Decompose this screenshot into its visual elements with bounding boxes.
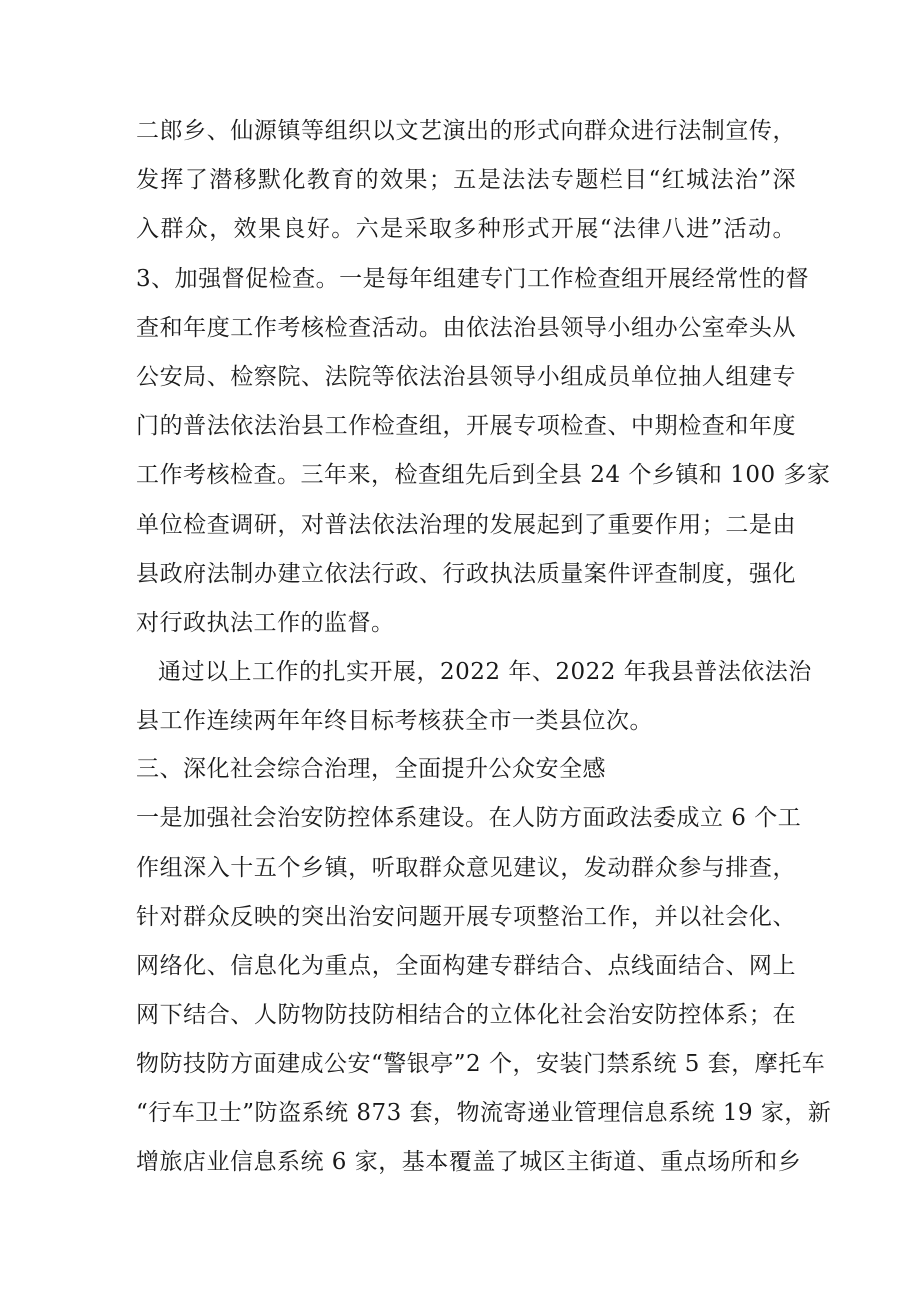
paragraph-first-line: 一是加强社会治安防控体系建设。在人防方面政法委成立 6 个工: [136, 805, 802, 831]
text-line: 入群众，效果良好。六是采取多种形式开展“法律八进”活动。: [136, 216, 796, 242]
text-line: 增旅店业信息系统 6 家，基本覆盖了城区主街道、重点场所和乡: [136, 1149, 802, 1175]
text-line: 作组深入十五个乡镇，听取群众意见建议，发动群众参与排查，: [136, 855, 796, 881]
text-line: 门的普法依法治县工作检查组，开展专项检查、中期检查和年度: [136, 413, 796, 439]
text-line: 对行政执法工作的监督。: [136, 610, 395, 636]
text-line: 物防技防方面建成公安“警银亭”2 个，安装门禁系统 5 套，摩托车: [136, 1051, 826, 1077]
text-line: 县政府法制办建立依法行政、行政执法质量案件评查制度，强化: [136, 561, 796, 587]
text-line: “行车卫士”防盗系统 873 套，物流寄递业管理信息系统 19 家，新: [136, 1100, 832, 1126]
section-heading-line: 3、加强督促检查。一是每年组建专门工作检查组开展经常性的督: [136, 266, 810, 292]
paragraph-first-line: 通过以上工作的扎实开展，2022 年、2022 年我县普法依法治: [158, 659, 812, 685]
text-line: 二郎乡、仙源镇等组织以文艺演出的形式向群众进行法制宣传，: [136, 118, 796, 144]
text-line: 发挥了潜移默化教育的效果；五是法法专题栏目“红城法治”深: [136, 167, 796, 193]
text-line: 单位检查调研，对普法依法治理的发展起到了重要作用；二是由: [136, 512, 796, 538]
text-line: 针对群众反映的突出治安问题开展专项整治工作，并以社会化、: [136, 904, 796, 930]
text-line: 网下结合、人防物防技防相结合的立体化社会治安防控体系；在: [136, 1002, 796, 1028]
text-line: 查和年度工作考核检查活动。由依法治县领导小组办公室牵头从: [136, 315, 796, 341]
text-line: 公安局、检察院、法院等依法治县领导小组成员单位抽人组建专: [136, 364, 796, 390]
section-heading: 三、深化社会综合治理，全面提升公众安全感: [136, 756, 606, 782]
text-line: 工作考核检查。三年来，检查组先后到全县 24 个乡镇和 100 多家: [136, 462, 831, 488]
text-line: 县工作连续两年年终目标考核获全市一类县位次。: [136, 708, 653, 734]
text-line: 网络化、信息化为重点，全面构建专群结合、点线面结合、网上: [136, 953, 796, 979]
